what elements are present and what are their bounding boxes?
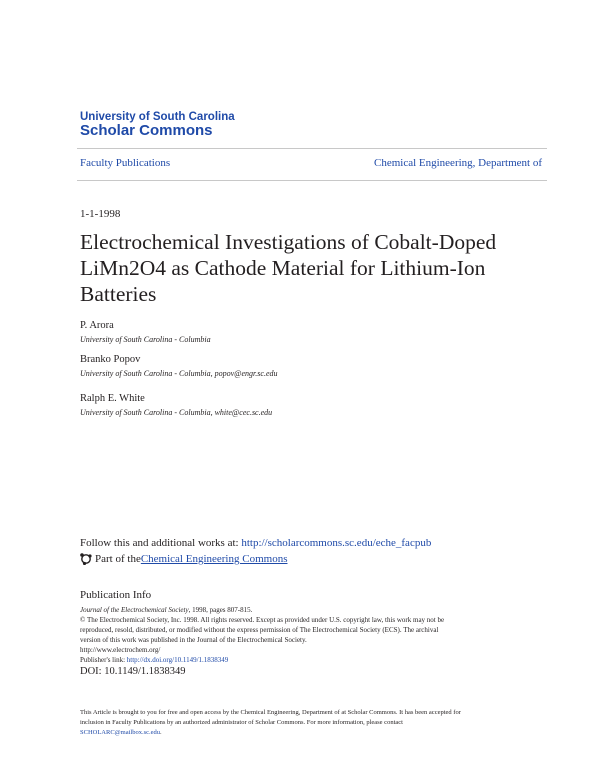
copyright-line: version of this work was published in the Journal of the Electrochemical Society. (80, 636, 307, 644)
follow-text: Follow this and additional works at: (80, 537, 242, 549)
doi-text: DOI: 10.1149/1.1838349 (80, 666, 186, 677)
footer-notice (80, 708, 530, 738)
author-name: P. Arora (80, 320, 114, 331)
author-entry (80, 393, 272, 417)
title-line-1: Electrochemical Investigations of Cobalt-Doped (80, 230, 497, 254)
follow-url-link[interactable]: http://scholarcommons.sc.edu/eche_facpub (241, 537, 432, 549)
affiliation-text: University of South Carolina - Columbia (80, 335, 211, 344)
publisher-website: http://www.electrochem.org/ (80, 646, 161, 654)
department-link[interactable]: Chemical Engineering, Department of (374, 157, 542, 169)
bottom-divider (77, 180, 547, 181)
journal-name: Journal of the Electrochemical Society (80, 606, 189, 614)
author-entry (80, 320, 211, 344)
top-divider (77, 148, 547, 149)
article-title (80, 229, 540, 307)
footer-contact-line (80, 728, 530, 738)
follow-works-line (80, 537, 431, 549)
author-name: Branko Popov (80, 354, 141, 365)
faculty-publications-link[interactable]: Faculty Publications (80, 157, 171, 169)
publisher-link-label: Publisher's link: (80, 656, 127, 664)
contact-email-link[interactable]: SCHOLARC@mailbox.sc.edu (80, 729, 161, 736)
copyright-line: © The Electrochemical Society, Inc. 1998. All rights reserved. Except as provided under U.S. copyright law, this work may not be (80, 616, 445, 624)
repository-name[interactable]: Scholar Commons (80, 122, 213, 139)
author-email: , white@cec.sc.edu (210, 408, 273, 417)
chemical-engineering-commons-link[interactable]: Chemical Engineering Commons (140, 553, 288, 565)
footer-line: This Article is brought to you for free and open access by the Chemical Engineering, Department of at Scholar Commons. It has been accepted for (80, 709, 461, 716)
journal-suffix: , 1998, pages 807-815. (188, 606, 253, 614)
journal-citation (80, 605, 530, 615)
affiliation-text: University of South Carolina - Columbia (80, 369, 211, 378)
publisher-link-line (80, 655, 530, 665)
title-line-3: Batteries (80, 282, 157, 306)
author-affiliation (80, 408, 272, 417)
footer-line: inclusion in Faculty Publications by an authorized administrator of Scholar Commons. For more information, please contact (80, 719, 403, 726)
part-of-line (80, 553, 287, 565)
title-line-2: LiMn2O4 as Cathode Material for Lithium-Ion (80, 256, 486, 280)
university-name[interactable]: University of South Carolina (80, 111, 235, 123)
part-of-text: Part of the (95, 553, 141, 565)
author-name: Ralph E. White (80, 393, 145, 404)
author-entry (80, 354, 278, 378)
publication-info-body (80, 605, 530, 678)
author-affiliation (80, 369, 278, 378)
author-email: , popov@engr.sc.edu (210, 369, 278, 378)
author-affiliation (80, 335, 211, 344)
publication-info-heading: Publication Info (80, 589, 152, 601)
publisher-doi-link[interactable]: http://dx.doi.org/10.1149/1.1838349 (126, 656, 229, 664)
publication-date: 1-1-1998 (80, 208, 121, 220)
contact-suffix: . (160, 729, 162, 736)
affiliation-text: University of South Carolina - Columbia (80, 408, 211, 417)
commons-network-icon (80, 553, 92, 565)
copyright-line: reproduced, resold, distributed, or modified without the express permission of The Electrochemical Society (ECS). The archival (80, 626, 439, 634)
